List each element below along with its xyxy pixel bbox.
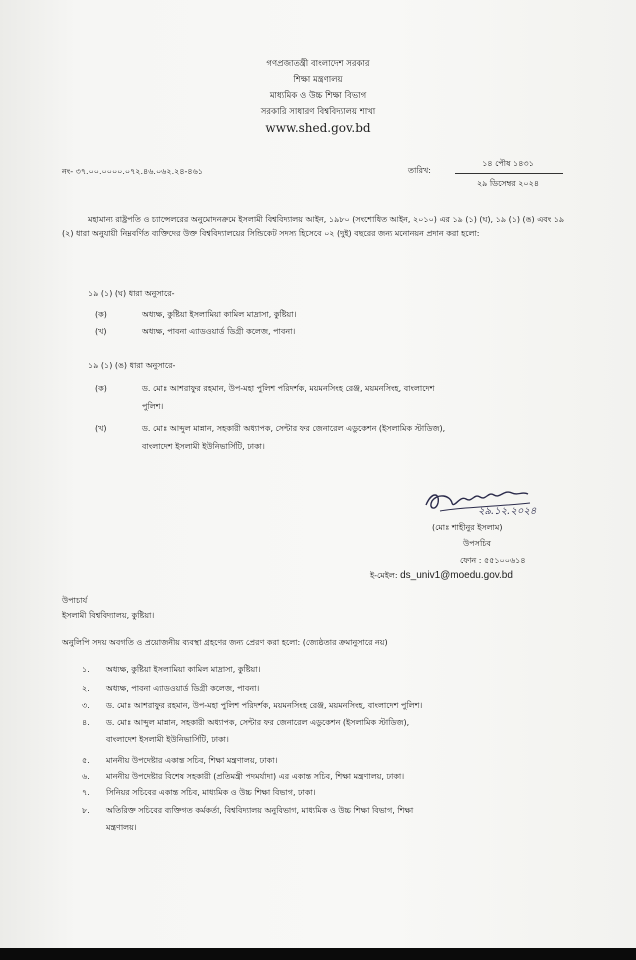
copy-item-text-cont: মন্ত্রণালয়। <box>106 823 137 832</box>
copy-heading: অনুলিপি সদয় অবগতি ও প্রয়োজনীয় ব্যবস্থা গ্রহণের জন্য প্রেরণ করা হলো: (জ্যেষ্ঠতার ক্রমানুসারে নয়) <box>62 638 388 647</box>
copy-item-num: ১. <box>82 665 90 674</box>
copy-item-num: ৭. <box>82 788 90 797</box>
copy-item-text: ড. মোঃ আশরাফুর রহমান, উপ-মহা পুলিশ পরিদর্শক, ময়মনসিংহ রেঞ্জ, ময়মনসিংহ, বাংলাদেশ পুলিশ। <box>106 701 423 710</box>
section2-item-text-cont: বাংলাদেশ ইসলামী ইউনিভার্সিটি, ঢাকা। <box>142 442 265 451</box>
date-divider <box>455 173 563 174</box>
section1-heading: ১৯ (১) (ঘ) ধারা অনুসারে- <box>88 289 175 298</box>
copy-item-num: ৬. <box>82 772 90 781</box>
signatory-name: (মোঃ শাহীনুর ইসলাম) <box>432 523 503 532</box>
copy-item-text: অতিরিক্ত সচিবের ব্যক্তিগত কর্মকর্তা, বিশ্ববিদ্যালয় অনুবিভাগ, মাধ্যমিক ও উচ্চ শিক্ষা বিভাগ, শিক্ষা <box>106 806 414 815</box>
copy-item-text: মাননীয় উপদেষ্টার একান্ত সচিব, শিক্ষা মন্ত্রণালয়, ঢাকা। <box>106 756 278 765</box>
signatory-designation: উপসচিব <box>463 539 492 548</box>
memo-number: নং- ৩৭.০০.০০০০.০৭২.৪৬.০৬২.২৪-৪৬১ <box>62 167 203 176</box>
copy-item-text: মাননীয় উপদেষ্টার বিশেষ সহকারী (প্রতিমন্ত্রী পদমর্যাদা) এর একান্ত সচিব, শিক্ষা মন্ত্রণালয়, ঢাকা। <box>106 772 405 781</box>
ministry-name: শিক্ষা মন্ত্রণালয় <box>293 75 343 85</box>
section1-item-text: অধ্যক্ষ, কুষ্টিয়া ইসলামিয়া কামিল মাদ্রাসা, কুষ্টিয়া। <box>142 310 297 319</box>
copy-item-text: সিনিয়র সচিবের একান্ত সচিব, মাধ্যমিক ও উচ্চ শিক্ষা বিভাগ, ঢাকা। <box>106 788 316 797</box>
bottom-edge-bar <box>0 948 636 960</box>
section2-item-mark: (ক) <box>95 384 107 393</box>
branch-name: সরকারি সাধারণ বিশ্ববিদ্যালয় শাখা <box>260 107 376 117</box>
division-name: মাধ্যমিক ও উচ্চ শিক্ষা বিভাগ <box>269 91 367 101</box>
section2-item-mark: (খ) <box>95 424 107 433</box>
section2-item-text: ড. মোঃ আশরাফুর রহমান, উপ-মহা পুলিশ পরিদর্শক, ময়মনসিংহ রেঞ্জ, ময়মনসিংহ, বাংলাদেশ <box>142 384 435 393</box>
copy-item-num: ৮. <box>82 806 90 815</box>
website-link[interactable]: www.shed.gov.bd <box>265 121 371 135</box>
recipient-institution: ইসলামী বিশ্ববিদ্যালয়, কুষ্টিয়া। <box>62 611 155 620</box>
recipient-title: উপাচার্য <box>62 596 88 605</box>
email-label: ই-মেইল: <box>370 571 398 580</box>
section1-item-text: অধ্যক্ষ, পাবনা এ্যাডওয়ার্ড ডিগ্রী কলেজ, পাবনা। <box>142 327 296 336</box>
copy-item-num: ৩. <box>82 701 90 710</box>
section2-item-text-cont: পুলিশ। <box>142 402 164 411</box>
copy-item-text: অধ্যক্ষ, পাবনা এ্যাডওয়ার্ড ডিগ্রী কলেজ, পাবনা। <box>106 684 260 693</box>
section2-item-text: ড. মোঃ আব্দুল মান্নান, সহকারী অধ্যাপক, সেন্টার ফর জেনারেল এডুকেশন (ইসলামিক স্টাডিজ), <box>142 424 446 433</box>
date-english: ২৯ ডিসেম্বর ২০২৪ <box>476 179 540 188</box>
email-link[interactable]: ds_univ1@moedu.gov.bd <box>400 570 513 581</box>
copy-item-text: ড. মোঃ আব্দুল মান্নান, সহকারী অধ্যাপক, সেন্টার ফর জেনারেল এডুকেশন (ইসলামিক স্টাডিজ), <box>106 718 410 727</box>
signatory-phone: ফোন : ৫৫১০০৬১৪ <box>460 556 526 565</box>
section1-item-mark: (ক) <box>95 310 107 319</box>
copy-item-num: ৫. <box>82 756 90 765</box>
copy-item-text: অধ্যক্ষ, কুষ্টিয়া ইসলামিয়া কামিল মাদ্রাসা, কুষ্টিয়া। <box>106 665 261 674</box>
section1-item-mark: (খ) <box>95 327 107 336</box>
copy-item-text-cont: বাংলাদেশ ইসলামী ইউনিভার্সিটি, ঢাকা। <box>106 735 229 744</box>
copy-item-num: ২. <box>82 684 90 693</box>
section2-heading: ১৯ (১) (ঙ) ধারা অনুসারে- <box>88 361 176 370</box>
copy-item-num: ৪. <box>82 718 90 727</box>
date-label: তারিখ: <box>408 166 431 175</box>
signatory-email <box>370 570 513 583</box>
signature-date: ২৯.১২.২০২৪ <box>478 506 537 517</box>
date-bangla: ১৪ পৌষ ১৪৩১ <box>482 159 534 168</box>
intro-paragraph: মহামান্য রাষ্ট্রপতি ও চ্যান্সেলরের অনুমোদনক্রমে ইসলামী বিশ্ববিদ্যালয় আইন, ১৯৮০ (সংশোধিত আইন, ২০১০) এর ১৯ (১) (ঘ), ১৯ (১) (ঙ) এবং ১৯ (২) ধারা অনুযায়ী নিম্নবর্ণিত ব্যক্তিদের উক্ত বিশ্ববিদ্যালয়ের সিন্ডিকেট সদস্য হিসেবে ০২ (দুই) বছরের জন্য মনোনয়ন প্রদান করা হলো: <box>62 215 565 238</box>
govt-name: গণপ্রজাতন্ত্রী বাংলাদেশ সরকার <box>266 59 370 69</box>
